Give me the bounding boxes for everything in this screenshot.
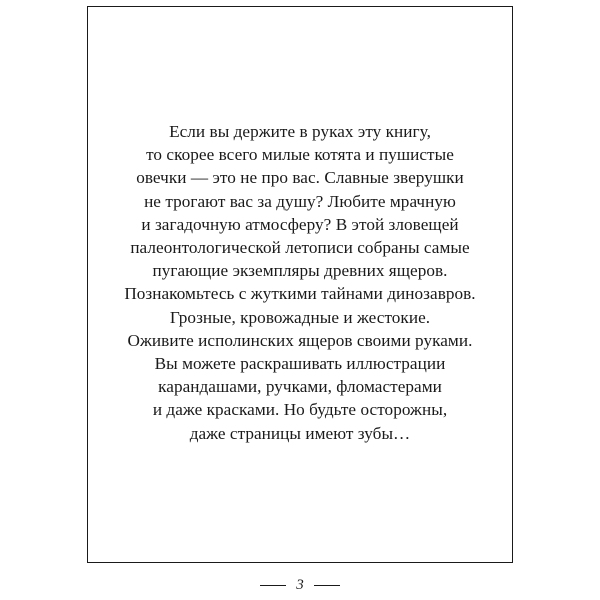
text-line: даже страницы имеют зубы… <box>189 423 411 443</box>
text-line: Если вы держите в руках эту книгу, <box>169 122 431 141</box>
text-line: пугающие экземпляры древних ящеров. <box>152 261 448 281</box>
text-line: карандашами, ручками, фломастерами <box>158 377 442 397</box>
text-line: Вы можете раскрашивать иллюстрации <box>154 354 446 374</box>
footer-rule-right <box>314 585 340 586</box>
footer-rule-left <box>260 585 286 586</box>
page-frame <box>87 6 513 563</box>
body-text <box>88 120 512 445</box>
text-line: палеонтологической летописи собраны самые <box>130 238 470 258</box>
text-line: Оживите исполинских ящеров своими руками. <box>127 330 473 350</box>
text-line: и загадочную атмосферу? В этой зловещей <box>141 214 459 234</box>
text-line: и даже красками. Но будьте осторожны, <box>152 400 448 420</box>
text-line: Грозные, кровожадные и жестокие. <box>169 307 431 327</box>
page-number: 3 <box>296 577 304 593</box>
text-line: Познакомьтесь с жуткими тайнами динозавров. <box>124 284 476 304</box>
text-line: то скорее всего милые котята и пушистые <box>146 145 454 165</box>
text-line: не трогают вас за душу? Любите мрачную <box>144 191 456 211</box>
text-line: овечки — это не про вас. Славные зверушки <box>136 168 464 188</box>
page-footer <box>0 575 600 595</box>
